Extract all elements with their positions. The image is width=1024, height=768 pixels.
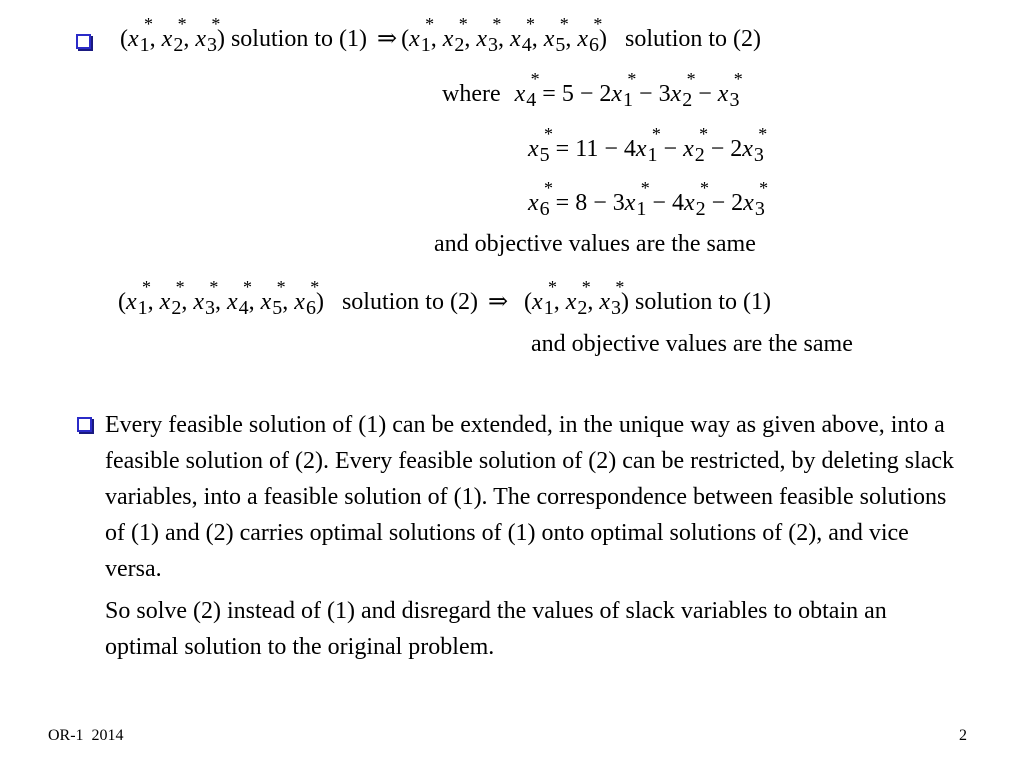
equivalence-line-1: ($x_1$ * , $x_2$ * , $x_3$ * ) solution to (1) ⇒ ($x_1$ * , $x_2$ * , $x_3$ * , $x_4$ * , $x_5$ * , $x_6$ * ) solution to (2) — [120, 14, 762, 56]
solution-to-2-text: solution to (2) — [341, 289, 478, 315]
slack-equation-x6: $x_6$ * = $8 - 3x_1$ * − $4x_2$ * − $2x_3$ * — [528, 178, 769, 220]
solution-to-1-text: solution to (1) — [230, 26, 367, 52]
page-number: 2 — [959, 727, 967, 744]
slack-equation-x5: $x_5$ * = $11 - 4x_1$ * − $x_2$ * − $2x_3$ * — [528, 124, 768, 166]
implies-symbol: ⇒ — [376, 26, 398, 52]
bullet-icon — [76, 34, 91, 49]
implies-symbol: ⇒ — [487, 289, 509, 315]
objective-same-note-2: and objective values are the same — [531, 331, 853, 357]
paragraph-conclusion: So solve (2) instead of (1) and disregard the values of slack variables to obtain an optimal solution to the original problem. — [105, 598, 887, 660]
solution-to-1-text: solution to (1) — [635, 289, 772, 315]
paragraph-extension: Every feasible solution of (1) can be extended, in the unique way as given above, into a feasible solution of (2). Every feasible solution of (2) can be restricted, by deleting slack variables, into a feasible solution of (1). The correspondence between feasible solutions of (1) and (2) carries optimal solutions of (1) onto optimal solutions of (2), and vice versa. — [105, 412, 955, 582]
slack-equation-x4: where $x_4$ * = $5 - 2x_1$ * − $3x_2$ * − $x_3$ * — [442, 69, 743, 111]
solution-to-2-text: solution to (2) — [625, 26, 762, 52]
body-text — [105, 407, 955, 665]
bullet-icon — [77, 417, 92, 432]
where-label: where — [442, 81, 501, 107]
objective-same-note-1: and objective values are the same — [434, 231, 756, 257]
equivalence-line-2: ($x_1$ * , $x_2$ * , $x_3$ * , $x_4$ * , $x_5$ * , $x_6$ * ) solution to (2) ⇒ ($x_1$ * , $x_2$ * , $x_3$ * ) solution to (1) — [118, 277, 772, 319]
footer-course-label: OR-1 2014 — [48, 727, 124, 744]
